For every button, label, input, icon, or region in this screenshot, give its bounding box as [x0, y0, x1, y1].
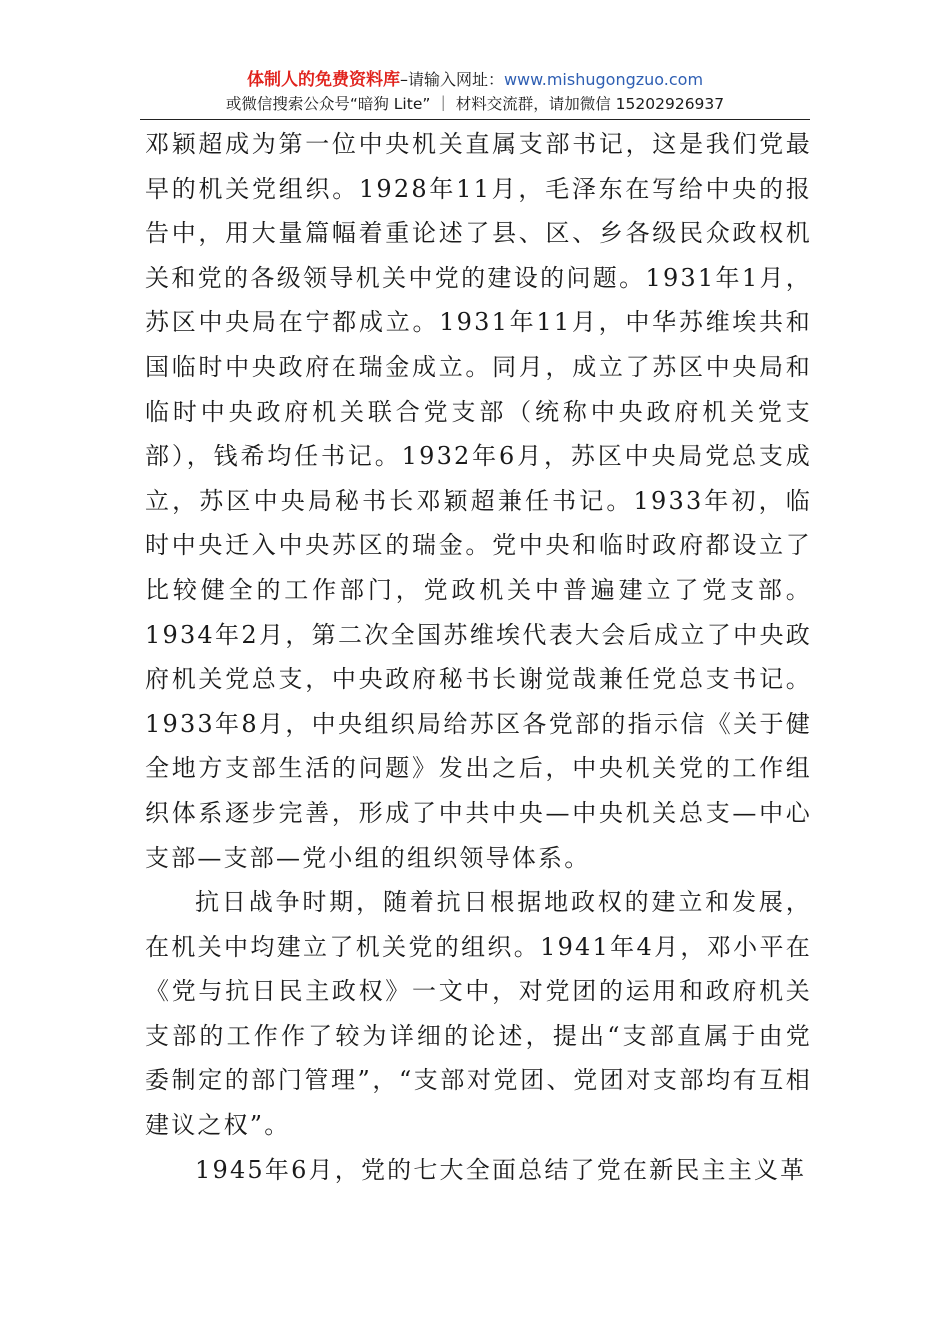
header-brand: 体制人的免费资料库	[246, 70, 400, 90]
page-header	[140, 68, 810, 116]
header-line-2: 或微信搜索公众号“暗狗 Lite” ｜ 材料交流群，请加微信 15202926937	[225, 95, 725, 113]
header-url-link[interactable]: www.mishugongzuo.com	[503, 70, 704, 89]
document-body	[145, 122, 812, 1192]
header-line-1	[140, 68, 810, 92]
header-prompt: –请输入网址：	[399, 70, 504, 89]
header-divider	[140, 119, 810, 120]
paragraph-2: 抗日战争时期，随着抗日根据地政权的建立和发展，在机关中均建立了机关党的组织。1941年4月，邓小平在《党与抗日民主政权》一文中，对党团的运用和政府机关支部的工作作了较为详细的论述，提出“支部直属于由党委制定的部门管理”，“支部对党团、党团对支部均有互相建议之权”。	[145, 888, 812, 1140]
paragraph-3: 1945年6月，党的七大全面总结了党在新民主主义革	[195, 1155, 807, 1184]
paragraph-1: 邓颖超成为第一位中央机关直属支部书记，这是我们党最早的机关党组织。1928年11月，毛泽东在写给中央的报告中，用大量篇幅着重论述了县、区、乡各级民众政权机关和党的各级领导机关中党的建设的问题。1931年1月，苏区中央局在宁都成立。1931年11月，中华苏维埃共和国临时中央政府在瑞金成立。同月，成立了苏区中央局和临时中央政府机关联合党支部（统称中央政府机关党支部），钱希均任书记。1932年6月，苏区中央局党总支成立，苏区中央局秘书长邓颖超兼任书记。1933年初，临时中央迁入中央苏区的瑞金。党中央和临时政府都设立了比较健全的工作部门，党政机关中普遍建立了党支部。1934年2月，第二次全国苏维埃代表大会后成立了中央政府机关党总支，中央政府秘书长谢觉哉兼任党总支书记。1933年8月，中央组织局给苏区各党部的指示信《关于健全地方支部生活的问题》发出之后，中央机关党的工作组织体系逐步完善，形成了中共中央—中央机关总支—中心支部—支部—党小组的组织领导体系。	[145, 130, 812, 872]
